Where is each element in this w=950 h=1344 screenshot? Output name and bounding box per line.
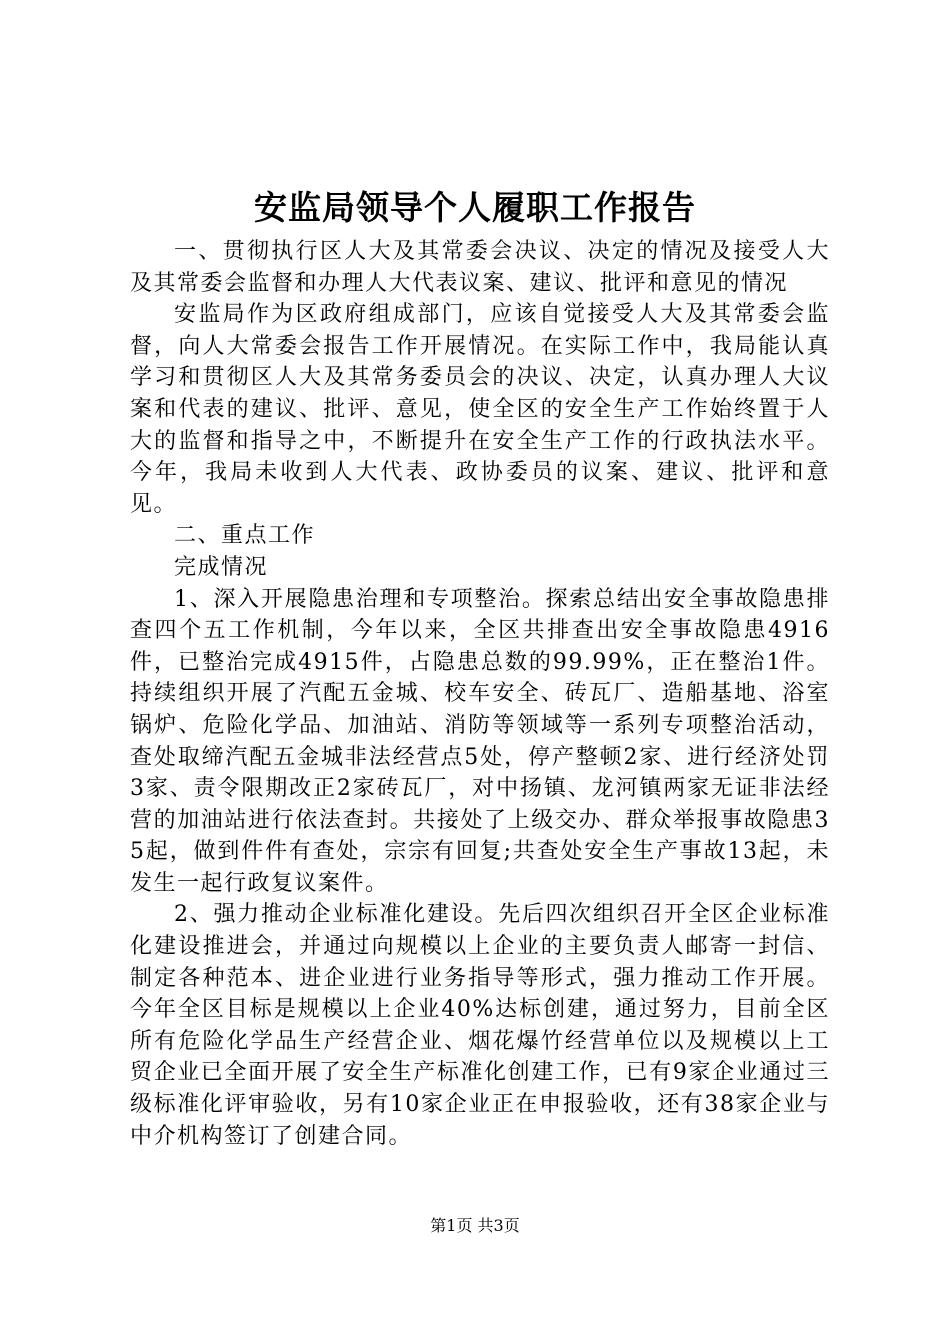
paragraph-section-one-heading: 一、贯彻执行区人大及其常委会决议、决定的情况及接受人大及其常委会监督和办理人大代表议案、建议、批评和意见的情况 (130, 239, 830, 296)
paragraph-item-two: 2、强力推动企业标准化建设。先后四次组织召开全区企业标准化建设推进会，并通过向规模以上企业的主要负责人邮寄一封信、制定各种范本、进企业进行业务指导等形式，强力推动工作开展。今年全区目标是规模以上企业40%达标创建，通过努力，目前全区所有危险化学品生产经营企业、烟花爆竹经营单位以及规模以上工贸企业已全面开展了安全生产标准化创建工作，已有9家企业通过三级标准化评审验收，另有10家企业正在申报验收，还有38家企业与中介机构签订了创建合同。 (130, 902, 830, 1149)
paragraph-item-one: 1、深入开展隐患治理和专项整治。探索总结出安全事故隐患排查四个五工作机制，今年以来，全区共排查出安全事故隐患4916件，已整治完成4915件，占隐患总数的99.99%，正在整治1件。持续组织开展了汽配五金城、校车安全、砖瓦厂、造船基地、浴室锅炉、危险化学品、加油站、消防等领域等一系列专项整治活动，查处取缔汽配五金城非法经营点5处，停产整顿2家、进行经济处罚3家、责令限期改正2家砖瓦厂，对中扬镇、龙河镇两家无证非法经营的加油站进行依法查封。共接处了上级交办、群众举报事故隐患35起，做到件件有查处，宗宗有回复;共查处安全生产事故13起，未发生一起行政复议案件。 (130, 586, 830, 896)
paragraph-completion-heading: 完成情况 (174, 554, 269, 580)
document-body (130, 236, 830, 1152)
paragraph-section-two-heading: 二、重点工作 (174, 523, 316, 549)
page-number-footer: 第1页 共3页 (430, 1216, 520, 1235)
document-title: 安监局领导个人履职工作报告 (254, 188, 696, 227)
paragraph-section-one-body: 安监局作为区政府组成部门，应该自觉接受人大及其常委会监督，向人大常委会报告工作开展情况。在实际工作中，我局能认真学习和贯彻区人大及其常务委员会的决议、决定，认真办理人大议案和代表的建议、批评、意见，使全区的安全生产工作始终置于人大的监督和指导之中，不断提升在安全生产工作的行政执法水平。今年，我局未收到人大代表、政协委员的议案、建议、批评和意见。 (130, 302, 830, 517)
